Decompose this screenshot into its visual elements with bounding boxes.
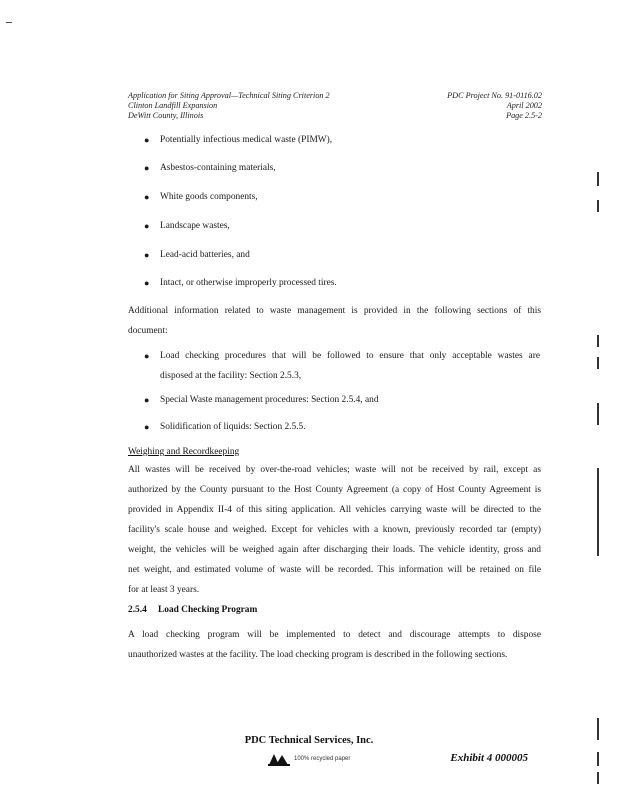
bullet-icon: ●	[144, 422, 150, 432]
paragraph-load-checking: A load checking program will be implemented to detect and discourage attempts to dispose unauthorized wastes at the facility. The load checking program is described in the following sections.	[128, 630, 541, 660]
bullet-icon: ●	[144, 250, 150, 260]
header-location: DeWitt County, Illinois	[128, 111, 204, 120]
revision-bar	[597, 468, 599, 556]
revision-bar	[597, 172, 599, 186]
paragraph-weighing: All wastes will be received by over-the-road vehicles; waste will not be received by rail, except as authorized by the County pursuant to the Host County Agreement (a copy of Host County Agreement is provided in Appendix II-4 of this siting application. All vehicles carrying waste will be directed to the facility's scale house and weighed. Except for vehicles with a known, previously recorded tar (empty) weight, the vehicles will be weighed again after discharging their loads. The vehicle identity, gross and net weight, and estimated volume of waste will be recorded. This information will be retained on file for at least 3 years.	[128, 465, 541, 595]
bullet-icon: ●	[144, 351, 150, 361]
recycled-paper-note: 100% recycled paper	[294, 756, 351, 762]
header-document-title: Application for Siting Approval—Technical Siting Criterion 2	[128, 91, 330, 100]
revision-bar	[597, 403, 599, 425]
revision-bar	[597, 718, 599, 740]
revision-bar	[597, 752, 599, 766]
revision-bar	[597, 335, 599, 347]
header-right	[342, 91, 542, 121]
revision-bar	[597, 772, 599, 784]
bullet-icon: ●	[144, 135, 150, 145]
header-date: April 2002	[506, 101, 542, 110]
exhibit-stamp: Exhibit 4 000005	[450, 752, 528, 764]
revision-bar	[597, 357, 599, 369]
scan-artifact	[6, 22, 12, 23]
footer-company-name: PDC Technical Services, Inc.	[244, 735, 374, 746]
section-number: 2.5.4	[128, 605, 147, 615]
paragraph-additional-info: Additional information related to waste management is provided in the following sections of this document:	[128, 306, 541, 336]
bullet-icon: ●	[144, 192, 150, 202]
bullet-icon: ●	[144, 163, 150, 173]
bullet-icon: ●	[144, 221, 150, 231]
header-project-number: PDC Project No. 91-0116.02	[447, 91, 542, 100]
section-title: Load Checking Program	[158, 605, 258, 615]
document-page: Application for Siting Approval—Technical Siting Criterion 2 Clinton Landfill Expansion DeWitt County, Illinois PDC Project No. 91-0116.02 April 2002 Page 2.5-2 ● Potentially infectious medical waste (PIMW), ● Asbestos-containing materials, ● White goods components, ● Landscape wastes, ● Lead-acid batteries, and ● Intact, or otherwise improperly processed tires. Additional information related to waste management is provided in the following sections of this document: ● Load checking procedures that will be followed to ensure that only acceptable wastes are disposed at the facility: Section 2.5.3, ● Special Waste management procedures: Section 2.5.4, and ● Solidification of liquids: Section 2.5.5. Weighing and Recordkeeping All wastes will be received by over-the-road vehicles; waste will not be received by rail, except as authorized by the County pursuant to the Host County Agreement (a copy of Host County Agreement is provided in Appendix II-4 of this siting application. All vehicles carrying waste will be directed to the facility's scale house and weighed. Except for vehicles with a known, previously recorded tar (empty) weight, the vehicles will be weighed again after discharging their loads. The vehicle identity, gross and net weight, and estimated volume of waste will be recorded. This information will be retained on file for at least 3 years. 2.5.4 Load Checking Program A load checking program will be implemented to detect and discourage attempts to dispose unauthorized wastes at the facility. The load checking program is described in the following sections. PDC Technical Services, Inc. 100% recycled paper Exhibit 4 000005	[0, 0, 618, 800]
bullet-icon: ●	[144, 395, 150, 405]
company-logo-icon	[268, 752, 290, 766]
revision-bar	[597, 200, 599, 212]
subheading-weighing: Weighing and Recordkeeping	[128, 447, 240, 457]
header-page-number: Page 2.5-2	[506, 111, 542, 120]
header-project-name: Clinton Landfill Expansion	[128, 101, 218, 110]
bullet-icon: ●	[144, 278, 150, 288]
